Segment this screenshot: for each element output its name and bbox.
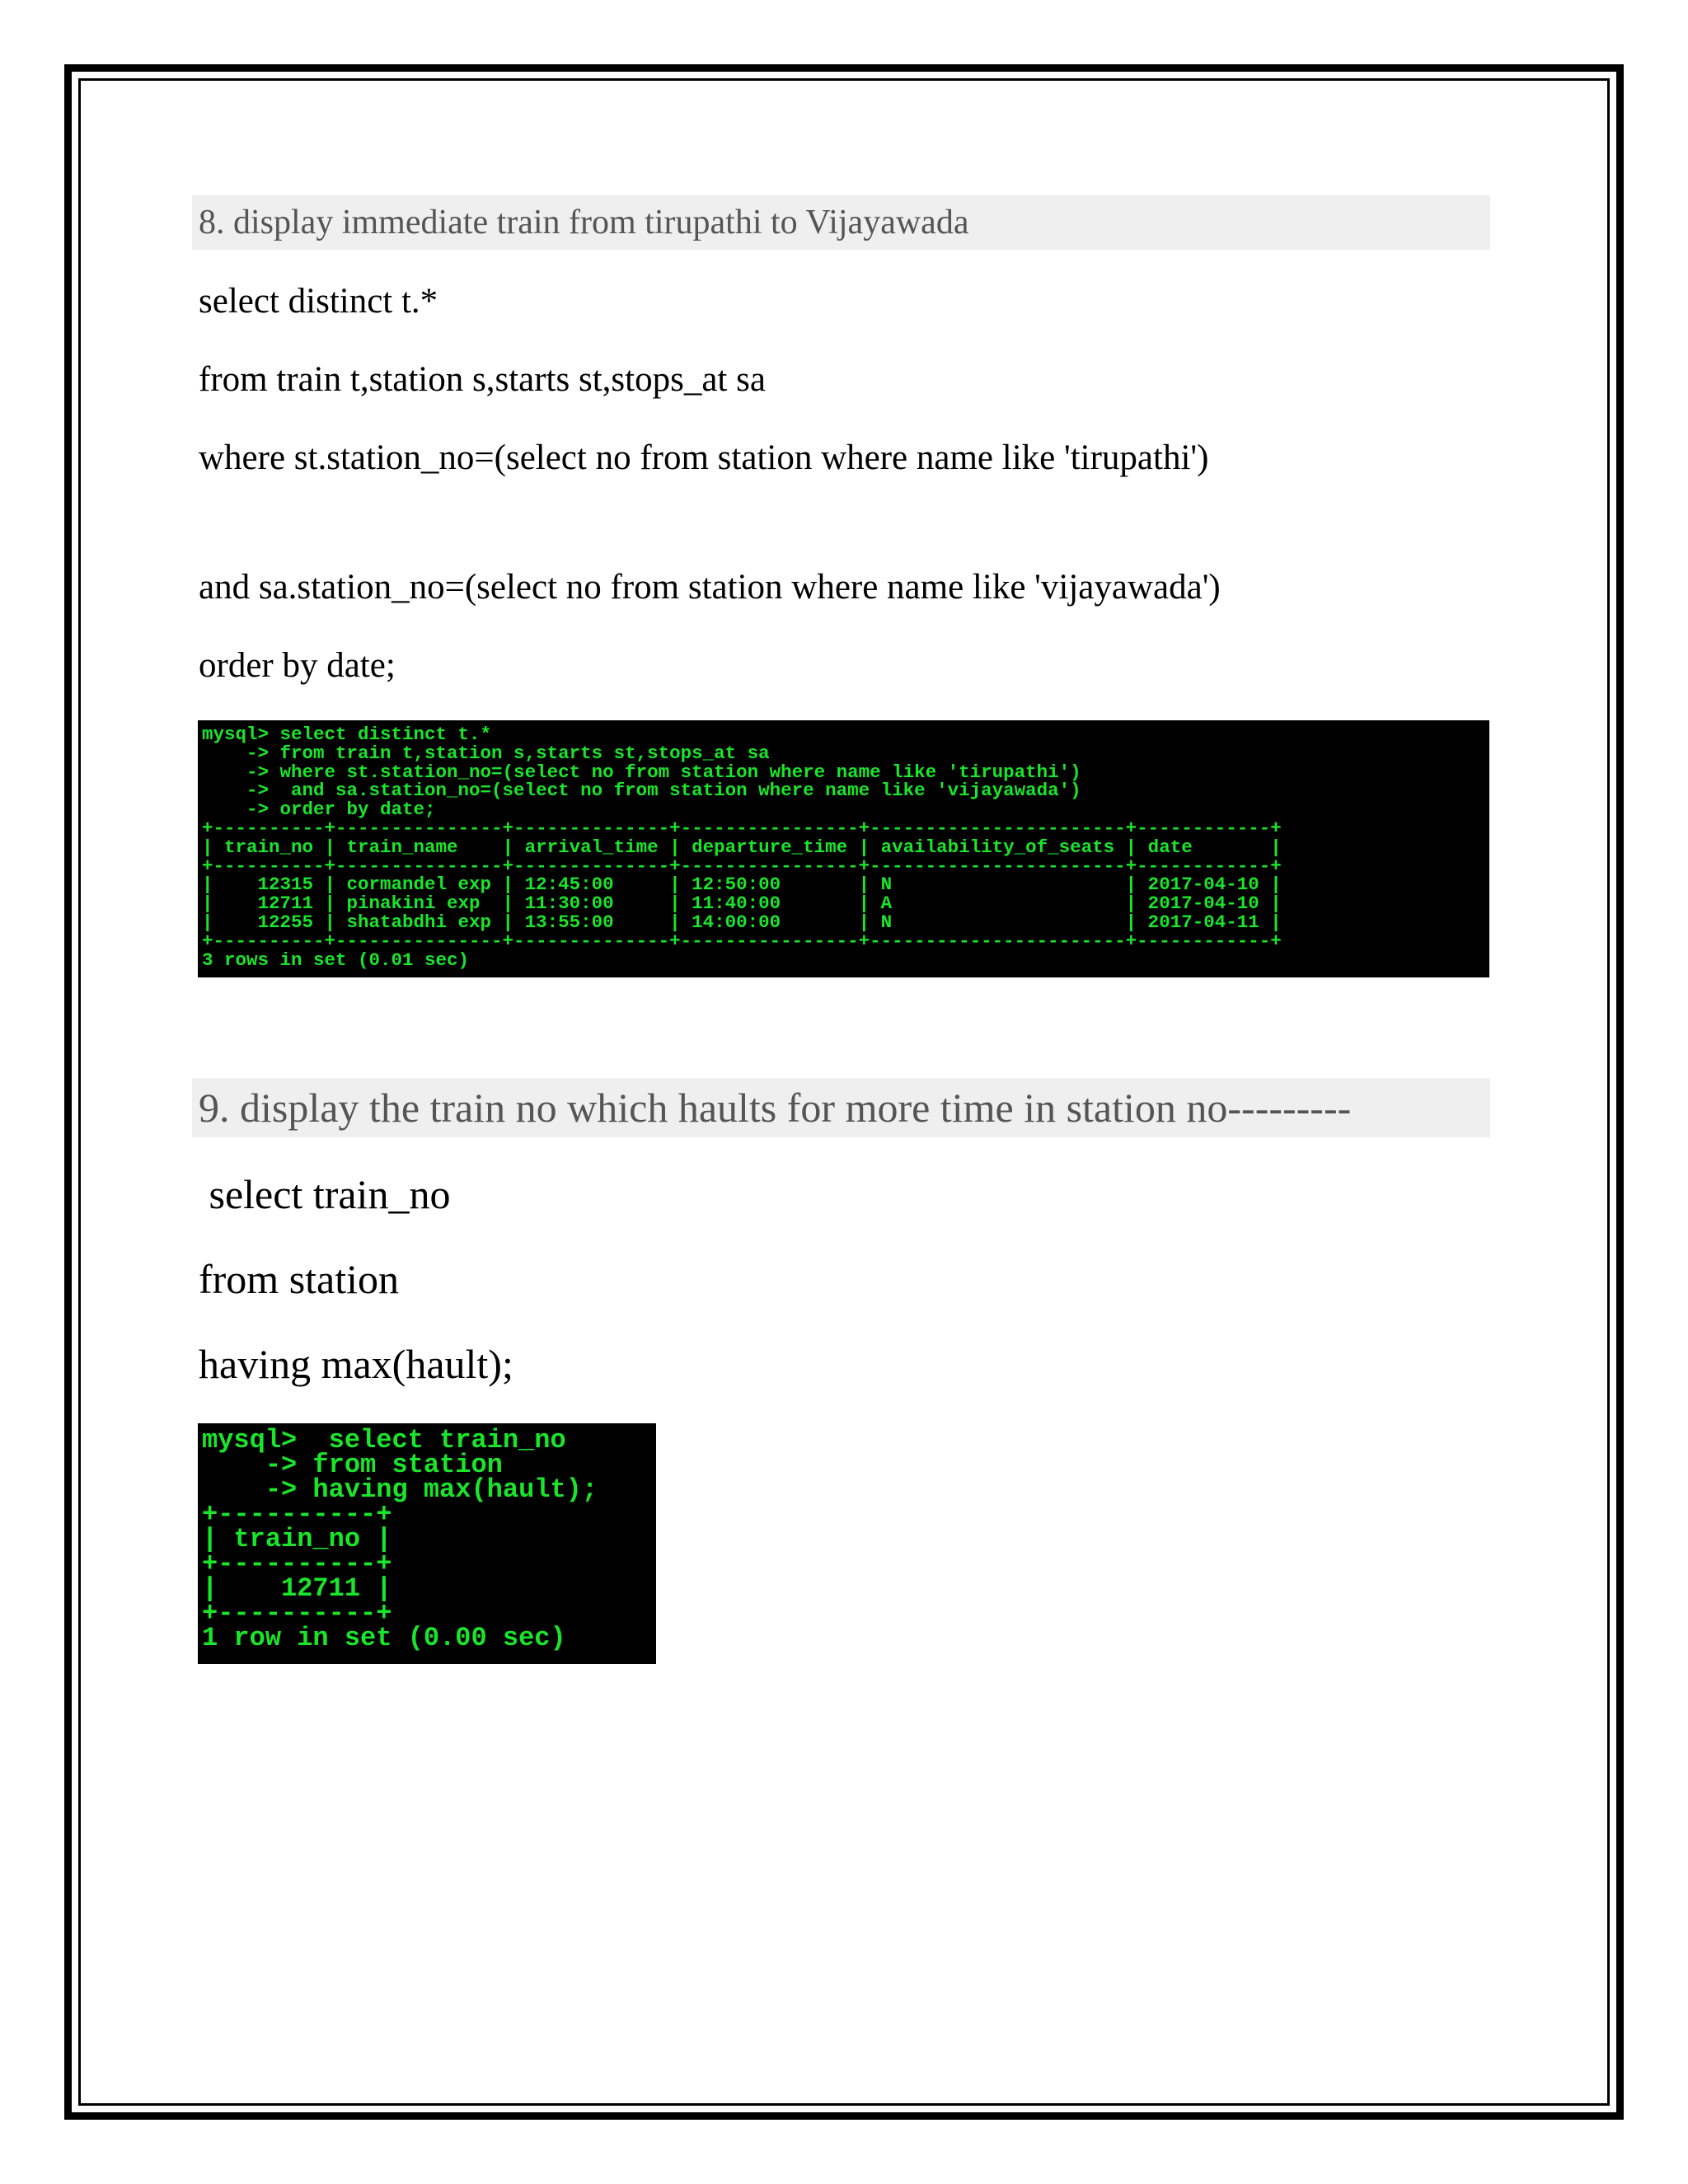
terminal-8-line: | 12255 | shatabdhi exp | 13:55:00 | 14:00:00 | N | 2017-04-11 | bbox=[202, 911, 1282, 933]
terminal-9-line: +----------+ bbox=[202, 1549, 392, 1579]
query-8-line-2: from train t,station s,starts st,stops_at sa bbox=[199, 360, 766, 399]
terminal-9-line: -> from station bbox=[202, 1450, 503, 1480]
terminal-8-line: -> and sa.station_no=(select no from station where name like 'vijayawada') bbox=[202, 780, 1081, 802]
query-8-line-1: select distinct t.* bbox=[199, 282, 438, 321]
query-9-line-3: having max(hault); bbox=[199, 1341, 513, 1387]
query-8-line-4: and sa.station_no=(select no from station where name like 'vijayawada') bbox=[199, 568, 1221, 607]
terminal-8-line: -> from train t,station s,starts st,stops_at sa bbox=[202, 742, 770, 764]
terminal-8-line: -> order by date; bbox=[202, 799, 436, 821]
terminal-8-line: mysql> select distinct t.* bbox=[202, 724, 492, 745]
terminal-9-line: mysql> select train_no bbox=[202, 1425, 566, 1455]
section-8-heading: 8. display immediate train from tirupathi to Vijayawada bbox=[192, 195, 1490, 250]
terminal-9-line: +----------+ bbox=[202, 1499, 392, 1530]
terminal-9-line: | train_no | bbox=[202, 1524, 392, 1554]
terminal-9-line: | 12711 | bbox=[202, 1573, 392, 1604]
terminal-8-line: +----------+---------------+--------------+----------------+-----------------------+------------+ bbox=[202, 817, 1282, 839]
query-8-line-3: where st.station_no=(select no from station where name like 'tirupathi') bbox=[199, 438, 1209, 477]
section-9-heading: 9. display the train no which haults for more time in station no--------- bbox=[192, 1078, 1490, 1137]
terminal-9-line: +----------+ bbox=[202, 1598, 392, 1629]
terminal-9-line: 1 row in set (0.00 sec) bbox=[202, 1623, 566, 1653]
query-9-line-1: select train_no bbox=[199, 1171, 451, 1217]
terminal-output-8 bbox=[198, 720, 1489, 977]
terminal-8-line: | train_no | train_name | arrival_time | departure_time | availability_of_seats | date | bbox=[202, 836, 1282, 858]
terminal-8-line: | 12711 | pinakini exp | 11:30:00 | 11:40:00 | A | 2017-04-10 | bbox=[202, 893, 1282, 915]
query-9-line-2: from station bbox=[199, 1256, 400, 1302]
terminal-8-line: -> where st.station_no=(select no from station where name like 'tirupathi') bbox=[202, 761, 1081, 783]
terminal-9-line: -> having max(hault); bbox=[202, 1474, 598, 1505]
terminal-8-line: | 12315 | cormandel exp | 12:45:00 | 12:50:00 | N | 2017-04-10 | bbox=[202, 874, 1282, 896]
query-8-line-5: order by date; bbox=[199, 646, 396, 685]
terminal-8-line: +----------+---------------+--------------+----------------+-----------------------+------------+ bbox=[202, 855, 1282, 877]
terminal-8-line: 3 rows in set (0.01 sec) bbox=[202, 949, 470, 971]
terminal-8-line: +----------+---------------+--------------+----------------+-----------------------+------------+ bbox=[202, 930, 1282, 952]
terminal-output-9 bbox=[198, 1423, 656, 1664]
